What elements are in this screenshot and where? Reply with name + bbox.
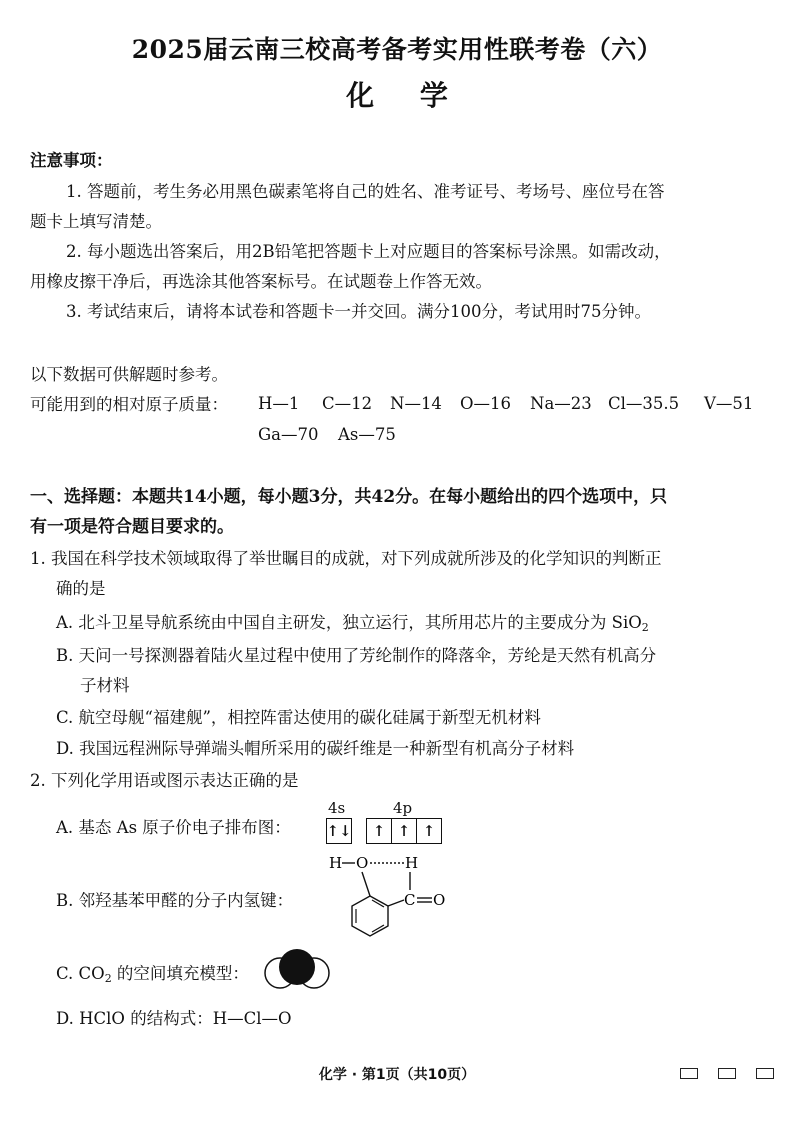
hbond-atom-o2: O xyxy=(433,891,446,909)
orbital-box-4p xyxy=(366,818,442,844)
question-2-option-a: A. 基态 As 原子价电子排布图： xyxy=(56,818,291,837)
question-2-option-d: D. HClO 的结构式：H—Cl—O xyxy=(56,1009,292,1028)
question-2-stem: 2. 下列化学用语或图示表达正确的是 xyxy=(30,771,299,790)
notice-item-3: 3. 考试结束后，请将本试卷和答题卡一并交回。满分100分，考试用时75分钟。 xyxy=(66,302,651,321)
atomic-mass-label: 可能用到的相对原子质量： xyxy=(30,395,228,414)
footer-box-3 xyxy=(756,1068,774,1079)
bond-o-ring xyxy=(362,872,370,896)
atomic-mass-cl: Cl—35.5 xyxy=(608,394,680,413)
question-1-option-d: D. 我国远程洲际导弹端头帽所采用的碳纤维是一种新型有机高分子材料 xyxy=(56,739,575,758)
benzene-ring xyxy=(352,896,388,936)
notice-item-1-line-1: 1. 答题前，考生务必用黑色碳素笔将自己的姓名、准考证号、考场号、座位号在答 xyxy=(66,182,665,201)
orbital-4p-cell-1: ↑ xyxy=(367,819,392,843)
exam-title: 2025届云南三校高考备考实用性联考卷（六） xyxy=(131,35,663,64)
atomic-mass-na: Na—23 xyxy=(530,394,592,413)
orbital-label-4p: 4p xyxy=(393,799,413,817)
question-2-option-c: C. $CO_2$ 的空间填充模型： xyxy=(56,964,249,985)
hbond-atom-h1: H xyxy=(329,854,343,872)
question-2-option-b: B. 邻羟基苯甲醛的分子内氢键： xyxy=(56,891,294,910)
question-1-option-c: C. 航空母舰“福建舰”，相控阵雷达使用的碳化硅属于新型无机材料 xyxy=(56,708,541,727)
carbon-atom xyxy=(279,949,315,985)
atomic-mass-v: V—51 xyxy=(704,394,754,413)
section-1-heading-line-2: 有一项是符合题目要求的。 xyxy=(30,517,234,537)
question-1-stem-line-2: 确的是 xyxy=(56,579,106,598)
orbital-4p-cell-2: ↑ xyxy=(392,819,417,843)
page-footer: 化学 · 第1页（共10页） xyxy=(318,1067,476,1083)
orbital-4s-cell: ↑↓ xyxy=(326,822,352,840)
question-1-option-a: A. 北斗卫星导航系统由中国自主研发，独立运行，其所用芯片的主要成分为 SiO$_2$ xyxy=(56,613,649,634)
atomic-mass-o: O—16 xyxy=(460,394,512,413)
orbital-label-4s: 4s xyxy=(328,799,346,817)
notice-heading: 注意事项： xyxy=(30,151,113,170)
hbond-atom-h2: H xyxy=(405,854,419,872)
footer-box-2 xyxy=(718,1068,736,1079)
hbond-atom-o1: O xyxy=(356,854,369,872)
question-1-stem-line-1: 1. 我国在科学技术领域取得了举世瞩目的成就，对下列成就所涉及的化学知识的判断正 xyxy=(30,549,662,568)
co2-space-filling-model xyxy=(262,945,334,995)
question-1-option-b-line-1: B. 天问一号探测器着陆火星过程中使用了芳纶制作的降落伞，芳纶是天然有机高分 xyxy=(56,646,657,665)
notice-item-2-line-2: 用橡皮擦干净后，再选涂其他答案标号。在试题卷上作答无效。 xyxy=(30,272,492,291)
atomic-mass-as: As—75 xyxy=(338,425,396,444)
atomic-mass-c: C—12 xyxy=(322,394,373,413)
salicylaldehyde-structure xyxy=(326,850,456,945)
orbital-box-4s xyxy=(326,818,352,844)
notice-item-2-line-1: 2. 每小题选出答案后，用2B铅笔把答题卡上对应题目的答案标号涂黑。如需改动， xyxy=(66,242,671,261)
atomic-mass-ga: Ga—70 xyxy=(258,425,319,444)
question-1-option-b-line-2: 子材料 xyxy=(80,676,130,695)
orbital-4p-cell-3: ↑ xyxy=(422,822,436,840)
footer-box-1 xyxy=(680,1068,698,1079)
notice-item-1-line-2: 题卡上填写清楚。 xyxy=(30,212,162,231)
reference-intro: 以下数据可供解题时参考。 xyxy=(30,365,228,384)
section-1-heading-line-1: 一、选择题：本题共14小题，每小题3分，共42分。在每小题给出的四个选项中，只 xyxy=(30,487,668,507)
bond-ring-c xyxy=(388,900,404,906)
hbond-atom-c: C xyxy=(404,891,416,909)
subject-title: 化 学 xyxy=(346,79,466,112)
atomic-mass-n: N—14 xyxy=(390,394,442,413)
atomic-mass-h: H—1 xyxy=(258,394,300,413)
